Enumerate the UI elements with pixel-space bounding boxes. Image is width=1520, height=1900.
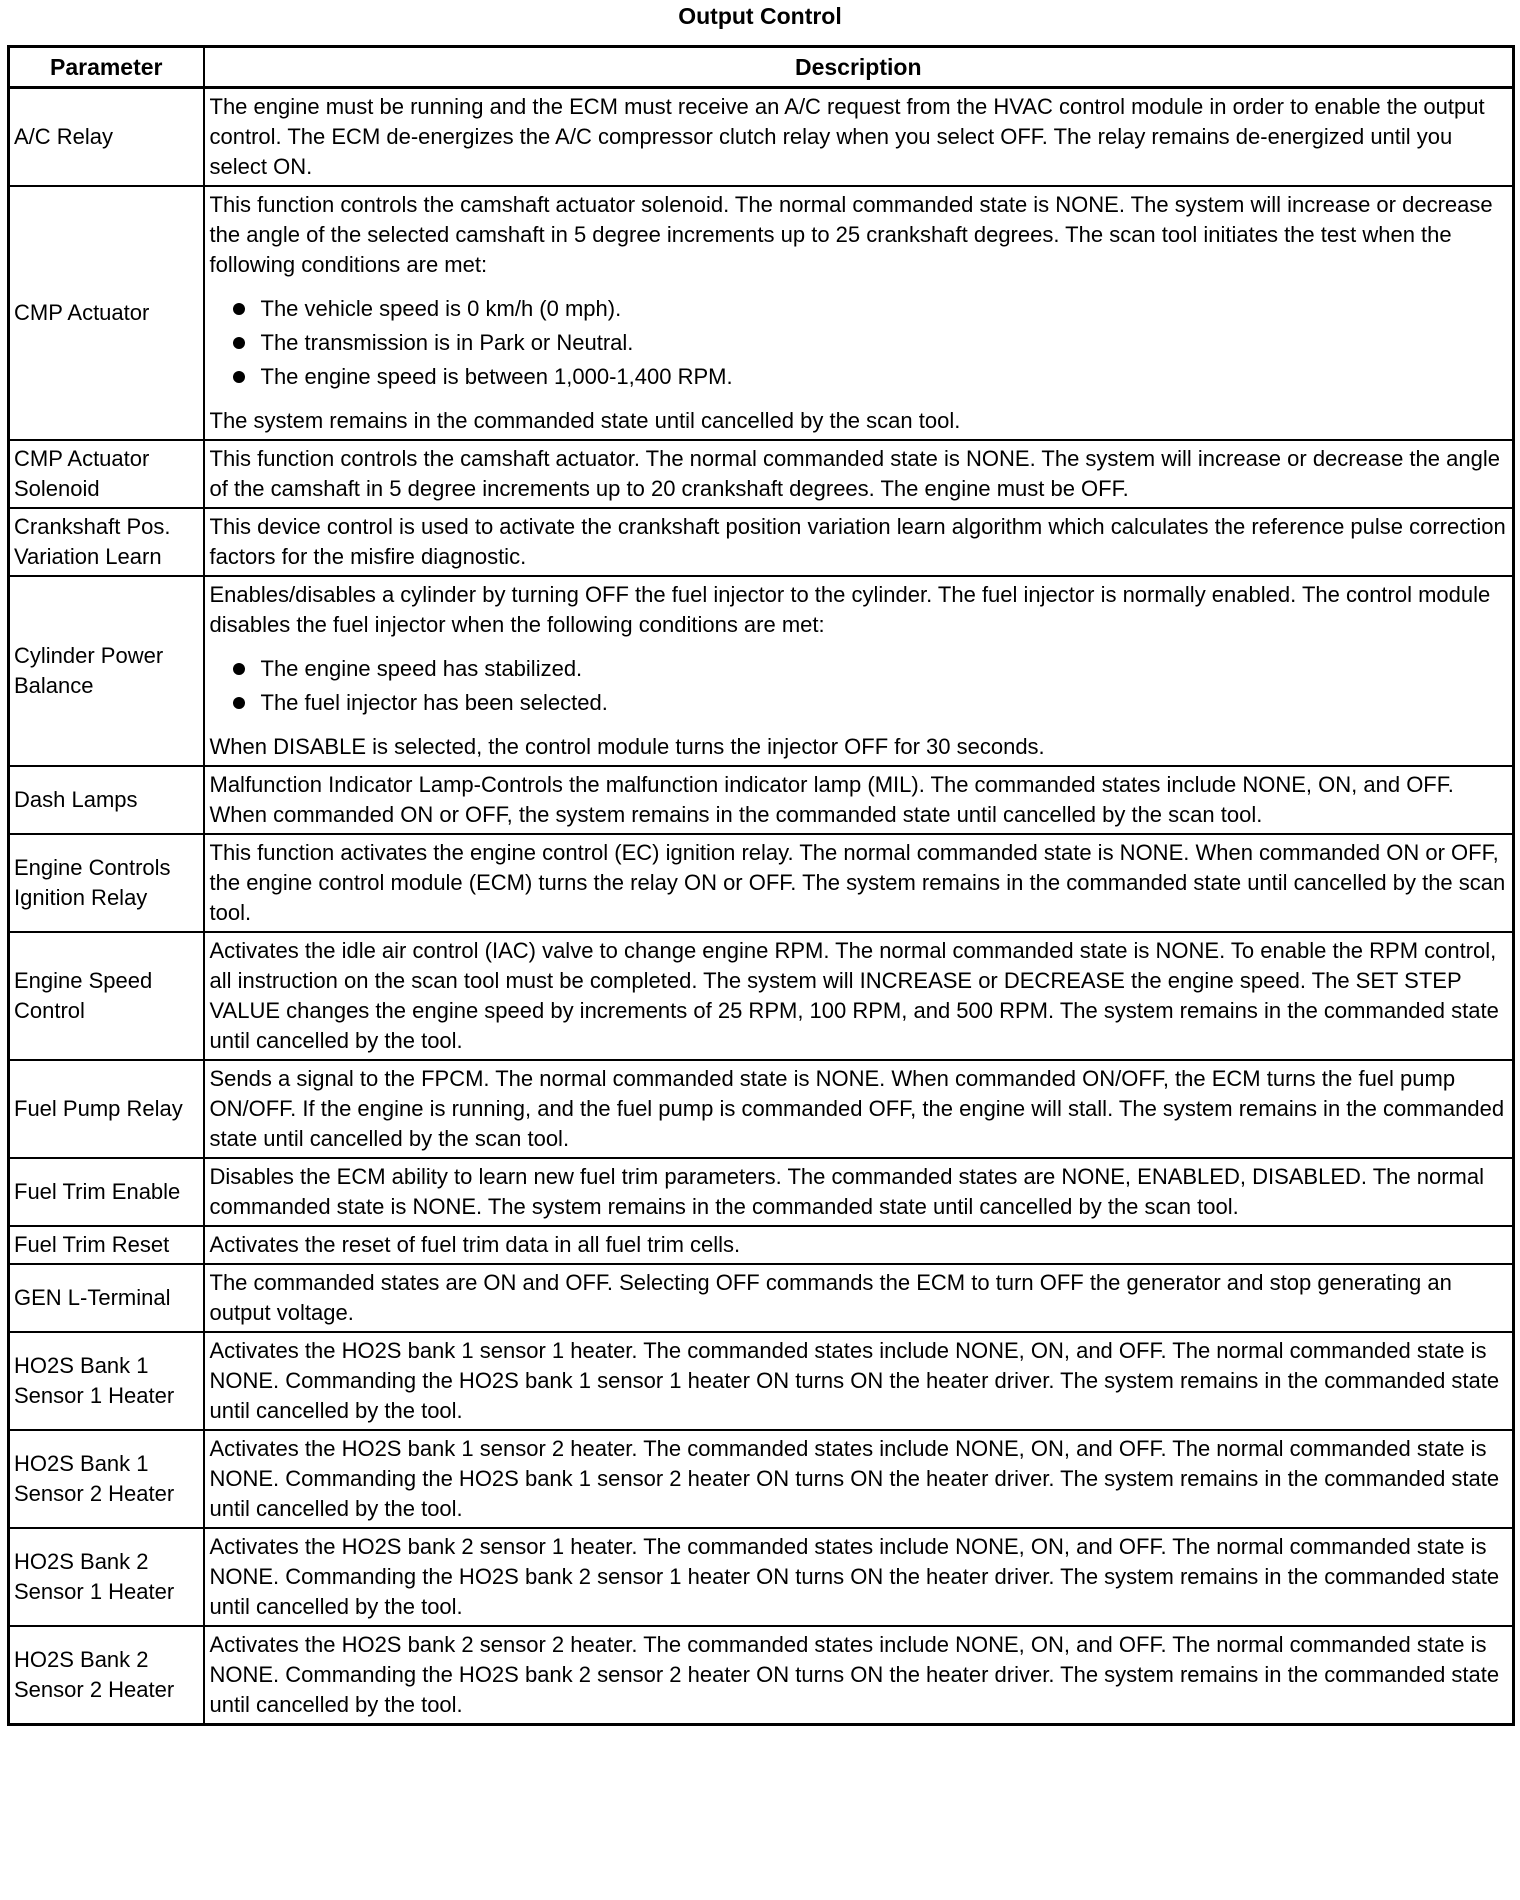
parameter-cell: Fuel Pump Relay [9,1060,204,1158]
description-cell [204,1264,1514,1332]
description-cell [204,186,1514,440]
description-cell [204,932,1514,1060]
bullet-icon [233,371,245,383]
table-row [9,1626,1514,1725]
list-item [233,292,1508,326]
parameter-cell: Crankshaft Pos. Variation Learn [9,508,204,576]
list-item [233,360,1508,394]
list-item [233,326,1508,360]
table-row [9,1332,1514,1430]
description-cell [204,1528,1514,1626]
list-item-text: The vehicle speed is 0 km/h (0 mph). [260,296,622,321]
description-text: The commanded states are ON and OFF. Selecting OFF commands the ECM to turn OFF the generator and stop generating an output voltage. [209,1270,1452,1325]
description-cell [204,1060,1514,1158]
description-text: Sends a signal to the FPCM. The normal commanded state is NONE. When commanded ON/OFF, the ECM turns the fuel pump ON/OFF. If the engine is running, and the fuel pump is commanded OFF, the engine will stall. The system remains in the commanded state until cancelled by the scan tool. [209,1066,1505,1151]
bullet-icon [233,303,245,315]
bullet-icon [233,697,245,709]
table-row [9,1528,1514,1626]
list-item [233,652,1508,686]
description-text: Disables the ECM ability to learn new fuel trim parameters. The commanded states are NONE, ENABLED, DISABLED. The normal commanded state is NONE. The system remains in the commanded state until cancelled by the scan tool. [209,1164,1484,1219]
table-body [9,88,1514,1725]
table-row [9,186,1514,440]
description-cell [204,440,1514,508]
table-row [9,1430,1514,1528]
table-row [9,766,1514,834]
table-row [9,1264,1514,1332]
parameter-cell: Dash Lamps [9,766,204,834]
table-row [9,1226,1514,1264]
table-row [9,440,1514,508]
table-row [9,576,1514,766]
parameter-cell: CMP Actuator [9,186,204,440]
output-control-table [7,45,1515,1726]
table-row [9,88,1514,187]
header-description: Description [204,47,1514,88]
description-text: Enables/disables a cylinder by turning OFF the fuel injector to the cylinder. The fuel injector is normally enabled. The control module disables the fuel injector when the following conditions are met: [209,582,1491,637]
description-cell [204,1430,1514,1528]
parameter-cell: Engine Speed Control [9,932,204,1060]
table-row [9,932,1514,1060]
description-cell [204,1332,1514,1430]
parameter-cell: Fuel Trim Enable [9,1158,204,1226]
parameter-cell: GEN L-Terminal [9,1264,204,1332]
description-text: Malfunction Indicator Lamp-Controls the malfunction indicator lamp (MIL). The commanded states include NONE, ON, and OFF. When commanded ON or OFF, the system remains in the commanded state until cancelled by the scan tool. [209,772,1454,827]
page-title: Output Control [678,3,842,29]
description-cell [204,1158,1514,1226]
description-cell [204,766,1514,834]
table-row [9,1158,1514,1226]
description-note: The system remains in the commanded state until cancelled by the scan tool. [209,408,961,433]
parameter-cell: HO2S Bank 1 Sensor 2 Heater [9,1430,204,1528]
table-header-row [9,47,1514,88]
description-text: Activates the HO2S bank 1 sensor 1 heater. The commanded states include NONE, ON, and OFF. The normal commanded state is NONE. Commanding the HO2S bank 1 sensor 1 heater ON turns ON the heater driver. The system remains in the commanded state until cancelled by the tool. [209,1338,1500,1423]
description-text: Activates the idle air control (IAC) valve to change engine RPM. The normal commanded state is NONE. To enable the RPM control, all instruction on the scan tool must be completed. The system will INCREASE or DECREASE the engine speed. The SET STEP VALUE changes the engine speed by increments of 25 RPM, 100 RPM, and 500 RPM. The system remains in the commanded state until cancelled by the tool. [209,938,1499,1053]
description-note: When DISABLE is selected, the control module turns the injector OFF for 30 seconds. [209,734,1045,759]
description-cell [204,1226,1514,1264]
table-row [9,508,1514,576]
bullet-icon [233,337,245,349]
description-cell [204,576,1514,766]
parameter-cell: Engine Controls Ignition Relay [9,834,204,932]
description-text: Activates the HO2S bank 1 sensor 2 heater. The commanded states include NONE, ON, and OFF. The normal commanded state is NONE. Commanding the HO2S bank 1 sensor 2 heater ON turns ON the heater driver. The system remains in the commanded state until cancelled by the tool. [209,1436,1500,1521]
table-row [9,1060,1514,1158]
parameter-cell: HO2S Bank 2 Sensor 1 Heater [9,1528,204,1626]
parameter-cell: HO2S Bank 1 Sensor 1 Heater [9,1332,204,1430]
condition-list [210,292,1508,394]
description-text: This device control is used to activate the crankshaft position variation learn algorithm which calculates the reference pulse correction factors for the misfire diagnostic. [209,514,1506,569]
description-text: Activates the HO2S bank 2 sensor 2 heater. The commanded states include NONE, ON, and OFF. The normal commanded state is NONE. Commanding the HO2S bank 2 sensor 2 heater ON turns ON the heater driver. The system remains in the commanded state until cancelled by the tool. [209,1632,1500,1717]
parameter-cell: CMP Actuator Solenoid [9,440,204,508]
bullet-icon [233,663,245,675]
description-text: Activates the HO2S bank 2 sensor 1 heater. The commanded states include NONE, ON, and OFF. The normal commanded state is NONE. Commanding the HO2S bank 2 sensor 1 heater ON turns ON the heater driver. The system remains in the commanded state until cancelled by the tool. [209,1534,1500,1619]
description-cell [204,508,1514,576]
condition-list [210,652,1508,720]
description-text: This function activates the engine control (EC) ignition relay. The normal commanded state is NONE. When commanded ON or OFF, the engine control module (ECM) turns the relay ON or OFF. The system remains in the commanded state until cancelled by the scan tool. [209,840,1506,925]
description-text: The engine must be running and the ECM must receive an A/C request from the HVAC control module in order to enable the output control. The ECM de-energizes the A/C compressor clutch relay when you select OFF. The relay remains de-energized until you select ON. [209,94,1485,179]
table-row [9,834,1514,932]
list-item-text: The transmission is in Park or Neutral. [260,330,634,355]
parameter-cell: HO2S Bank 2 Sensor 2 Heater [9,1626,204,1725]
description-text: Activates the reset of fuel trim data in all fuel trim cells. [209,1232,741,1257]
list-item-text: The engine speed is between 1,000-1,400 RPM. [260,364,733,389]
parameter-cell: Fuel Trim Reset [9,1226,204,1264]
description-cell [204,88,1514,187]
list-item [233,686,1508,720]
list-item-text: The fuel injector has been selected. [260,690,608,715]
description-text: This function controls the camshaft actuator solenoid. The normal commanded state is NONE. The system will increase or decrease the angle of the selected camshaft in 5 degree increments up to 25 crankshaft degrees. The scan tool initiates the test when the following conditions are met: [209,192,1493,277]
header-parameter: Parameter [9,47,204,88]
description-text: This function controls the camshaft actuator. The normal commanded state is NONE. The system will increase or decrease the angle of the camshaft in 5 degree increments up to 20 crankshaft degrees. The engine must be OFF. [209,446,1500,501]
description-cell [204,834,1514,932]
parameter-cell: Cylinder Power Balance [9,576,204,766]
list-item-text: The engine speed has stabilized. [260,656,583,681]
parameter-cell: A/C Relay [9,88,204,187]
description-cell [204,1626,1514,1725]
